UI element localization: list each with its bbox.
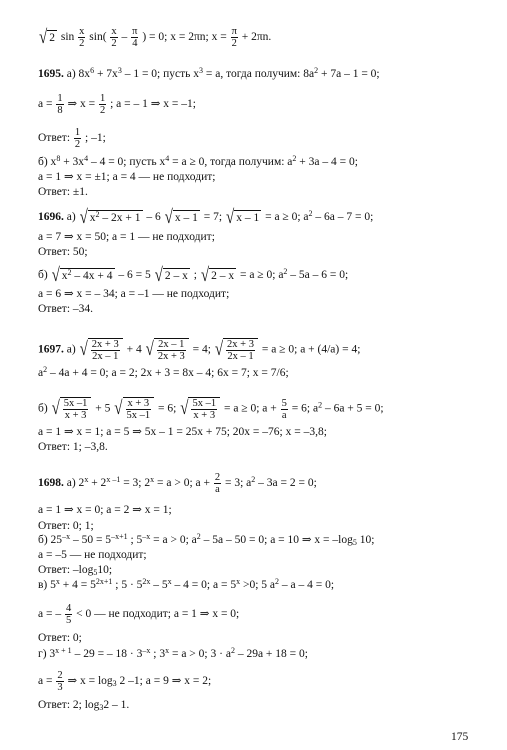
line-1697-3: б) √ $\frac{5x -1}{x + 3}$ + 5 √ $\frac{x + 3}{5x -1}$ = 6; √ $\frac{5x -1}{x + 3}$ = a ≥ 0; a + $\frac{5}{a}$ = 6; $a^2 - 6a + 5 = 0$; (38, 397, 384, 421)
line-1696-3: Ответ: 50; (38, 246, 88, 258)
line-1697-2: $a^2 - 4a + 4 = 0$; a = 2; 2x + 3 = 8x – 4; 6x = 7; x = 7/6; (38, 365, 289, 379)
line-1695-5: a = 1 ⇒ x = ±1; a = 4 — не подходит; (38, 171, 216, 183)
line-1695-4: б) $x^8 + 3x^4 - 4 = 0$; пусть $x^4 = a \ge 0$, тогда получим: $a^2 + 3a - 4 = 0$; (38, 154, 358, 168)
line-1698-1: 1698. а) $2^x + 2^{x -1} = 3$; 2$^x$ = a > 0; a + $\frac{2}{a}$ = 3; $a^2 - 3a = 2 = 0$; (38, 472, 317, 495)
problem-number: 1695. (38, 68, 64, 80)
line-1695-2: a = $\frac{1}{8}$ ⇒ x = $\frac{1}{2}$ ; a = – 1 ⇒ x = –1; (38, 93, 196, 116)
line-1698-11: a = $\frac{2}{3}$ ⇒ $x = \log_3 2$ –1; a = 9 ⇒ x = 2; (38, 670, 212, 693)
page-number: 175 (451, 731, 469, 743)
line-1698-10: г) $3^{x + 1} - 29$ = – $18 \cdot 3^{-x}$ ; 3$^x$ = a > 0; $3 \cdot a^2 - 29a + 18 = 0$; (38, 646, 308, 660)
line-1695-6: Ответ: ±1. (38, 186, 88, 198)
problem-number: 1698. (38, 477, 64, 490)
line-1695-3: Ответ: $\frac{1}{2}$ ; –1; (38, 127, 106, 150)
line-1698-9: Ответ: 0; (38, 632, 82, 644)
line-1698-8: a = – $\frac{4}{5}$ < 0 — не подходит; a = 1 ⇒ x = 0; (38, 603, 240, 626)
line-1695-1: 1695. а) $8x^6 + 7x^3 - 1 = 0$; пусть $x^3 = a$, тогда получим: $8a^2 + 7a - 1 = 0$; (38, 66, 380, 80)
line-1697-1: 1697. а) √ $\frac{2x + 3}{2x - 1}$ + 4 √ $\frac{2x - 1}{2x + 3}$ = 4; √ $\frac{2x + 3}{2x - 1}$ = a ≥ 0; a + (4/a) = 4; (38, 339, 361, 362)
line-1698-7: в) $5^x + 4 = 5^{2x+1}$ ; $5 \cdot 5^{2x} - 5^x - 4 = 0$; $a = 5^x >0$; 5 $a^2 - a - 4 = 0$; (38, 577, 335, 591)
problem-number: 1697. (38, 343, 64, 356)
line-1694-1: √ 2 sin $\frac{x}{2}$ sin( $\frac{x}{2}$ – $\frac{\pi}{4}$ ) = 0; x = 2πn; x = $\frac{\pi}{2}$ + 2πn. (39, 26, 272, 49)
line-1696-6: Ответ: –34. (38, 303, 94, 315)
line-1698-2: a = 1 ⇒ x = 0; a = 2 ⇒ x = 1; (38, 504, 172, 516)
line-1698-5: a = –5 — не подходит; (38, 549, 147, 561)
line-1698-12: Ответ: 2; $\log_32 - 1$. (38, 699, 130, 712)
line-1696-1: 1696. а) √ $x^2 - 2x + 1 - 6$ √ x – 1 = 7; √ x – 1 = a ≥ 0; $a^2 - 6a - 7 = 0$; (38, 207, 374, 228)
line-1698-3: Ответ: 0; 1; (38, 520, 94, 532)
line-1696-5: a = 6 ⇒ x = – 34; a = –1 — не подходит; (38, 288, 230, 300)
problem-number: 1696. (38, 211, 64, 224)
sqrt: √ 2 (39, 27, 55, 48)
line-1697-5: Ответ: 1; –3,8. (38, 441, 108, 453)
line-1698-4: б) $25^{-x} - 50 = 5^{-x+1}$ ; $5^{-x} = a > 0$; $a^2 - 5a - 50 = 0$; a = 10 ⇒ $x = -\log_5$ 10; (38, 532, 375, 547)
fraction: $\frac{x}{2}$ (79, 26, 85, 49)
line-1696-4: б) √ $x^2 - 4x + 4 - 6 = 5$ √ 2 – x ; √ 2 – x = a ≥ 0; $a^2 - 5a - 6 = 0$; (38, 265, 349, 286)
line-1696-2: a = 7 ⇒ x = 50; a = 1 — не подходит; (38, 231, 215, 243)
line-1698-6: Ответ: $-\log_510$; (38, 564, 113, 577)
line-1697-4: a = 1 ⇒ x = 1; a = 5 ⇒ 5x – 1 = 25x + 75; 20x = –76; x = –3,8; (38, 426, 327, 438)
